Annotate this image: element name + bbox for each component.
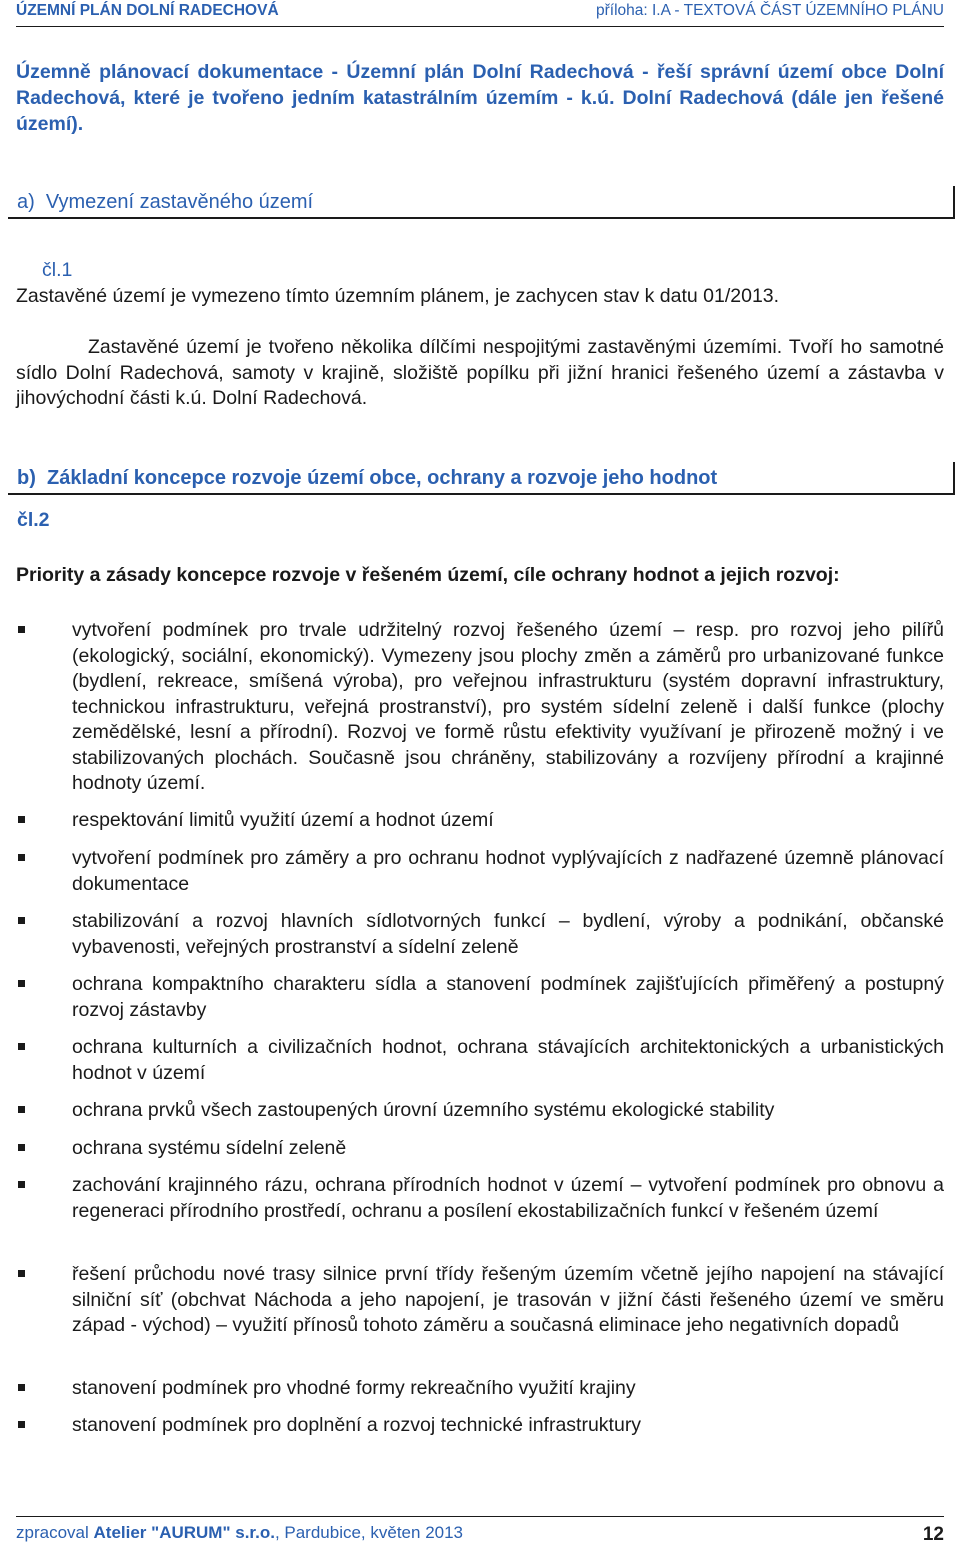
list-item [16,909,944,960]
list-item [16,808,944,834]
intro-paragraph: Územně plánovací dokumentace - Územní plán Dolní Radechová - řeší správní území obce Dolní Radechová, které je tvořeno jedním katastrálním územím - k.ú. Dolní Radechová (dále jen řešené území). [16,61,944,135]
header-document-title: ÚZEMNÍ PLÁN DOLNÍ RADECHOVÁ [16,2,279,19]
list-item [16,1098,944,1124]
section-b-heading [17,466,717,490]
list-item-text: vytvoření podmínek pro trvale udržitelný rozvoj řešeného území – resp. pro rozvoj jeho pilířů (ekologický, sociální, ekonomický). Vymezeny jsou plochy změn a záměrů pro urbanizované funkce (bydlení, rekreace, smíšená výroba), pro veřejnou infrastrukturu (systém dopravní infrastruktury, technickou infrastrukturu, veřejná prostranství), pro systém sídelní zeleně i další funkce (plochy zemědělské, lesní a přírodní). Rozvoj ve formě růstu efektivity využívaní je přirozeně možný i ve stabilizovaných plochách. Současně jsou chráněny, stabilizovány a rozvíjeny přírodní a krajinné hodnoty území. [72,619,944,794]
list-item-text: zachování krajinného rázu, ochrana přírodních hodnot v území – vytvoření podmínek pro obnovu a regeneraci přírodního prostředí, ochranu a posílení ekostabilizačních funkcí v řešeném území [72,1174,944,1222]
list-item [16,846,944,897]
list-item-text: respektování limitů využití území a hodnot území [72,809,494,831]
bullet-square-icon [18,1106,25,1113]
bullet-square-icon [18,1421,25,1428]
section-a-label: a) [17,191,35,213]
footer-prefix: zpracoval [16,1523,89,1542]
section-a-title: Vymezení zastavěného území [45,191,314,213]
section-b-label: b) [17,467,36,489]
priorities-lead: Priority a zásady koncepce rozvoje v řešeném území, cíle ochrany hodnot a jejich rozvoj: [16,564,840,586]
bullet-square-icon [18,980,25,987]
bullet-square-icon [18,816,25,823]
footer-suffix: , Pardubice, květen 2013 [274,1523,464,1542]
list-item [16,1376,944,1402]
article-1-label: čl.1 [42,259,73,281]
bullet-square-icon [18,917,25,924]
list-item-text: stanovení podmínek pro doplnění a rozvoj technické infrastruktury [72,1414,642,1436]
page-footer [16,1516,944,1547]
footer-credit [16,1519,463,1547]
list-item [16,1035,944,1086]
list-item-text: ochrana prvků všech zastoupených úrovní územního systému ekologické stability [72,1099,775,1121]
bullet-square-icon [18,1384,25,1391]
list-item [16,1262,944,1339]
list-item-text: ochrana kulturních a civilizačních hodnot, ochrana stávajících architektonických a urbanistických hodnot v území [72,1036,944,1084]
list-item-text: vytvoření podmínek pro záměry a pro ochranu hodnot vyplývajících z nadřazené územně plánovací dokumentace [72,847,944,895]
list-item [16,1413,944,1439]
list-item [16,972,944,1023]
list-item-text: ochrana systému sídelní zeleně [72,1137,347,1159]
list-item-text: řešení průchodu nové trasy silnice první třídy řešeným územím včetně jejího napojení na stávající silniční síť (obchvat Náchoda a jeho napojení, je trasován v jižní části řešeného území ve směru západ - východ) – využití přínosů tohoto záměru a současná eliminace jeho negativních dopadů [72,1263,944,1336]
bullet-square-icon [18,854,25,861]
header-attachment-label: příloha: I.A - TEXTOVÁ ČÁST ÚZEMNÍHO PLÁNU [596,2,944,19]
section-a-paragraph-1: Zastavěné území je vymezeno tímto územním plánem, je zachycen stav k datu 01/2013. [16,285,780,307]
section-a-heading [17,190,313,214]
list-item-text: stanovení podmínek pro vhodné formy rekreačního využití krajiny [72,1377,636,1399]
page-number: 12 [922,1524,944,1545]
bullet-square-icon [18,1181,25,1188]
bullet-square-icon [18,1144,25,1151]
list-item [16,1136,944,1162]
footer-company: Atelier "AURUM" s.r.o. [93,1523,275,1542]
section-b-title: Základní koncepce rozvoje území obce, ochrany a rozvoje jeho hodnot [47,467,718,489]
list-item [16,1173,944,1224]
list-item-text: stabilizování a rozvoj hlavních sídlotvorných funkcí – bydlení, výroby a podnikání, občanské vybavenosti, veřejných prostranství a sídelní zeleně [72,910,944,958]
list-item-text: ochrana kompaktního charakteru sídla a stanovení podmínek zajišťujících přiměřený a postupný rozvoj zástavby [72,973,944,1021]
bullet-square-icon [18,1270,25,1277]
bullet-square-icon [18,1043,25,1050]
section-a-paragraph-2: Zastavěné území je tvořeno několika dílčími nespojitými zastavěnými územími. Tvoří ho samotné sídlo Dolní Radechová, samoty v krajině, složiště popílku při jižní hranici řešeného území a zástavba v jihovýchodní části k.ú. Dolní Radechová. [16,336,944,409]
list-item [16,618,944,797]
article-2-label: čl.2 [17,509,50,531]
bullet-square-icon [18,626,25,633]
running-header [16,0,944,27]
